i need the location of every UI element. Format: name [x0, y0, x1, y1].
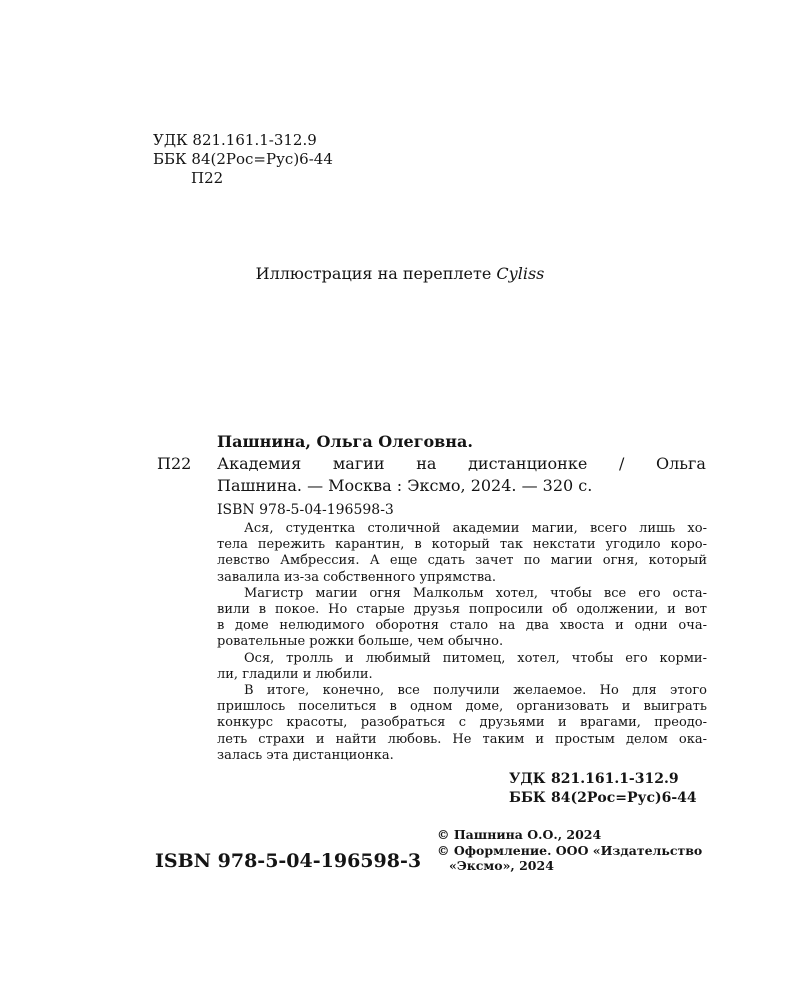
- udk-row: [509, 770, 697, 789]
- title-word: Академия: [217, 454, 302, 473]
- copyright-design: © Оформление. ООО «Издательство: [437, 842, 703, 858]
- annotation-line: в доме нелюдимого оборотня стало на два хвоста и одни оча-: [217, 618, 707, 634]
- annotation-line: Ося, тролль и любимый питомец, хотел, чтобы его корми-: [244, 650, 707, 666]
- annotation-line: леть страхи и найти любовь. Не таким и простым делом ока-: [217, 731, 707, 747]
- annotation-line: В итоге, конечно, все получили желаемое. Но для этого: [244, 683, 707, 699]
- udk-value: 821.161.1-312.9: [551, 771, 679, 787]
- bbk-label: ББК: [509, 790, 546, 806]
- annotation-paragraph: [217, 651, 707, 683]
- annotation-paragraph: [217, 683, 707, 764]
- bibliographic-entry: [217, 453, 706, 521]
- copyright-design-cont: «Эксмо», 2024: [449, 858, 554, 873]
- title-word: магии: [332, 454, 385, 473]
- udk-label: УДК: [509, 771, 546, 787]
- bbk-row: [509, 789, 697, 808]
- bbk-value: 84(2Рос=Рус)6-44: [551, 790, 697, 806]
- title-word: /: [618, 454, 625, 473]
- author-mark-code: П22: [191, 169, 224, 187]
- annotation-line: левство Амбрессия. А еще сдать зачет по магии огня, который: [217, 553, 707, 569]
- illustration-credit: [0, 264, 800, 283]
- title-word: на: [416, 454, 437, 473]
- copyright-author: © Пашнина О.О., 2024: [437, 827, 602, 842]
- catalog-code: П22: [157, 454, 192, 473]
- annotation-line: Магистр магии огня Малкольм хотел, чтобы все его оста-: [244, 585, 707, 601]
- title-word: Ольга: [656, 454, 706, 473]
- annotation: [217, 521, 707, 764]
- annotation-line: тела пережить карантин, в который так некстати угодило коро-: [217, 537, 707, 553]
- copyright-block: [437, 827, 702, 874]
- illustration-artist: Cyliss: [496, 264, 545, 283]
- isbn-inline: ISBN 978-5-04-196598-3: [217, 502, 394, 518]
- author-name: Пашнина, Ольга Олеговна.: [217, 432, 473, 451]
- annotation-line: Ася, студентка столичной академии магии, всего лишь хо-: [244, 521, 707, 536]
- annotation-line: конкурс красоты, разобраться с друзьями и врагами, преодо-: [217, 715, 707, 731]
- annotation-paragraph: [217, 521, 707, 586]
- classification-codes-footer: [509, 770, 697, 808]
- title-word: дистанционке: [468, 454, 588, 473]
- bbk-code: ББК 84(2Рос=Рус)6-44: [153, 150, 333, 168]
- isbn-main: ISBN 978-5-04-196598-3: [155, 850, 422, 872]
- publication-line: Пашнина. — Москва : Эксмо, 2024. — 320 с.: [217, 476, 593, 495]
- title-line: [217, 453, 706, 475]
- annotation-line: залась эта дистанционка.: [217, 747, 394, 763]
- annotation-line: ровательные рожки больше, чем обычно.: [217, 634, 504, 650]
- annotation-line: пришлось поселиться в одном доме, организовать и выиграть: [217, 699, 707, 715]
- annotation-line: завалила из-за собственного упрямства.: [217, 569, 497, 585]
- annotation-line: вили в покое. Но старые друзья попросили об одолжении, и вот: [217, 602, 707, 618]
- udk-code: УДК 821.161.1-312.9: [153, 131, 317, 149]
- illustration-credit-prefix: Иллюстрация на переплете: [255, 264, 497, 283]
- annotation-line: ли, гладили и любили.: [217, 666, 373, 682]
- classification-codes-header: [153, 131, 333, 188]
- annotation-paragraph: [217, 586, 707, 651]
